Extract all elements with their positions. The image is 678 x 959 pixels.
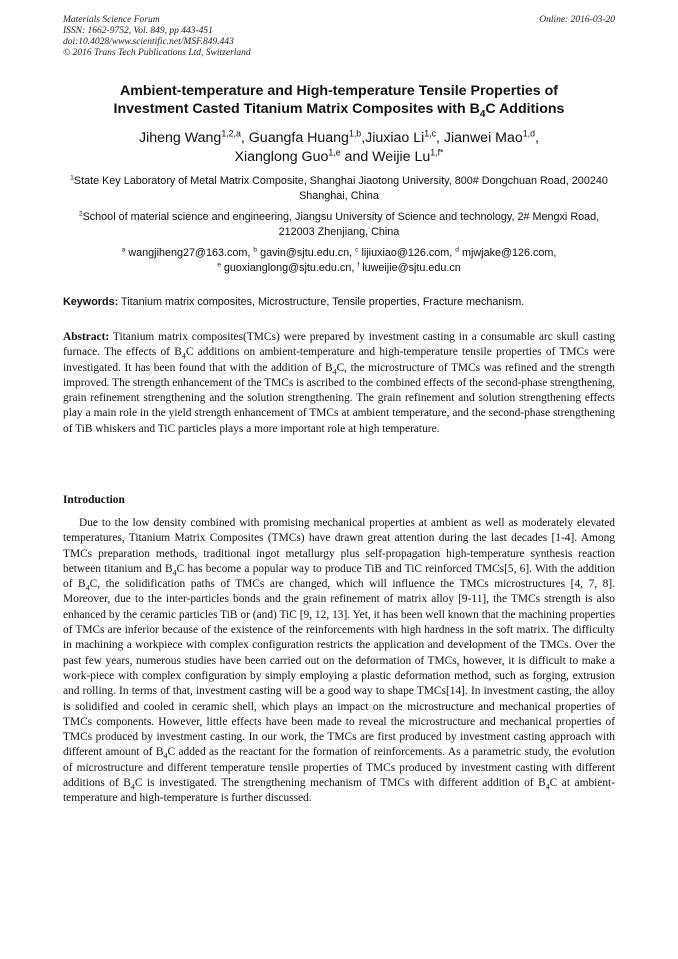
email-list [60,246,618,276]
email-line-1: $^a$ wangjiheng27@163.com, $^b$ gavin@sjtu.edu.cn, $^c$ lijiuxiao@126.com, $^d$ mjwjake@126.com, [121,246,557,259]
journal-name: Materials Science Forum [63,15,160,25]
email-line-2: $^e$ guoxianglong@sjtu.edu.cn, $^f$ luweijie@sjtu.edu.cn [217,261,461,274]
author-line-1: Jiheng Wang$^{1,2,a}$, Guangfa Huang$^{1,b}$,Jiuxiao Li$^{1,c}$, Jianwei Mao$^{1,d}$, [139,128,539,146]
paper-title [40,82,638,118]
introduction-heading: Introduction [63,494,125,506]
journal-header [63,15,251,59]
copyright-line: © 2016 Trans Tech Publications Ltd, Switzerland [63,48,251,58]
author-line-2: Xianglong Guo$^{1,e}$ and Weijie $Lu^{1,f*}$ [234,147,444,165]
title-line-2: Investment Casted Titanium Matrix Composites with $B_4C$ Additions [113,101,565,120]
issn-line: ISSN: 1662-9752, Vol. 849, pp 443-451 [63,26,213,36]
affiliation-1: $^1$State Key Laboratory of Metal Matrix Composite, Shanghai Jiaotong University, 800# Dongchuan Road, 200240 Shanghai, China [70,174,608,202]
keywords: Keywords: Titanium matrix composites, Microstructure, Tensile properties, Fracture mechanism. [63,296,525,308]
doi-line: doi:10.4028/www.scientific.net/MSF.849.443 [63,37,234,47]
abstract-label: Abstract: [63,331,110,343]
author-list [40,129,638,167]
affiliation-2: $^2$School of material science and engineering, Jiangsu University of Science and technology, 2# Mengxi Road, 212003 Zhenjiang, China [78,210,600,238]
title-line-1: Ambient-temperature and High-temperature Tensile Properties of [119,83,559,99]
introduction-body: Due to the low density combined with promising mechanical properties at ambient as well as moderately elevated temperatures, Titanium Matrix Composites (TMCs) have drawn great attention during the last decades [1-4]. Among TMCs preparation methods, traditional ingot metallurgy plus self-propagation high-temperature synthesis reaction between titanium and $B_4C$ has become a popular way to produce TiB and TiC reinforced TMCs[5, 6]. With the addition of $B_4C$, the solidification paths of TMCs are changed, which will influence the TMCs microstructures [4, 7, 8]. Moreover, due to the inter-particles bonds and the grain refinement of matrix alloy [9-11], the TMCs strength is also enhanced by the ceramic particles TiB or (and) TiC [9, 12, 13]. Yet, it has been well known that the machining properties of TMCs are inferior because of the existence of the reinforcements with high hardness in the soft matrix. The difficulty in machining a workpiece with complex configuration restricts the application and development of the TMCs. Over the past few years, numerous studies have been carried out on the deformation of TMCs, however, it is difficult to make a work-piece with complex configuration by simply employing a plastic deformation method, such as forging, extrusion and rolling. In terms of that, investment casting will be a good way to shape TMCs[14]. In investment casting, the alloy is solidified and cooled in ceramic shell, which plays an impact on the microstructure and mechanical properties of TMCs components. However, little effects have been made to reveal the microstructure and mechanical properties of TMCs produced by investment casting. In our work, the TMCs are first produced by investment casting approach with different amount of $B_4C$ added as the reactant for the formation of reinforcements. As a parametric study, the evolution of microstructure and different temperature tensile properties of TMCs produced by investment casting with different additions of $B_4C$ is investigated. The strengthening mechanism of TMCs with different addition of $B_4C$ at ambient-temperature and high-temperature is further discussed. [63,517,616,805]
online-date: Online: 2016-03-20 [539,15,615,25]
abstract: Abstract: Titanium matrix composites(TMCs) were prepared by investment casting in a consumable arc skull casting furnace. The effects of $B_4C$ additions on ambient-temperature and high-temperature tensile properties of TMCs were investigated. It has been found that with the addition of $B_4C$, the microstructure of TMCs was refined and the strength improved. The strength enhancement of the TMCs is ascribed to the combined effects of the second-phase strengthening, grain refinement strengthening and the solution strengthening. The grain refinement and solution strengthening effects play a main role in the yield strength enhancement of TMCs at ambient temperature, and the second-phase strengthening of TiB whiskers and TiC particles plays a more important role at high temperature. [63,331,615,435]
